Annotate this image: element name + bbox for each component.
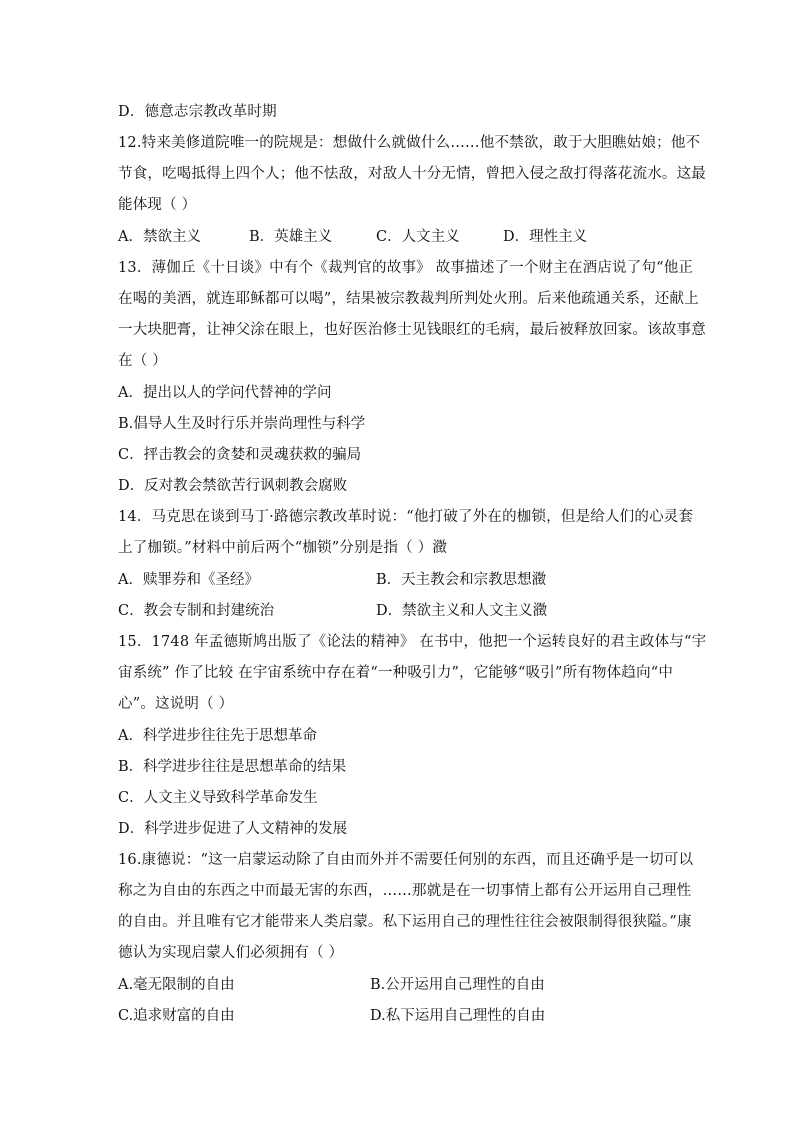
q13-option-c: C．抨击教会的贪婪和灵魂获救的骗局 [118, 447, 362, 463]
q15-stem-line-2: 宙系统” 作了比较 在宇宙系统中存在着“一种吸引力”，它能够“吸引”所有物体趋向“中 [118, 665, 674, 681]
q16-stem-line-1: 16.康德说：“这一启蒙运动除了自由而外并不需要任何别的东西，而且还确乎是一切可以 [118, 852, 694, 868]
q16-stem-line-2: 称之为自由的东西之中而最无害的东西，……那就是在一切事情上都有公开运用自己理性 [118, 883, 692, 899]
q15-stem-line-1: 15．1748 年孟德斯鸠出版了《论法的精神》 在书中，他把一个运转良好的君主政体与“宇 [118, 634, 707, 650]
q14-stem-line-2: 上了枷锁。”材料中前后两个“枷锁”分别是指（ ）瀓 [118, 540, 448, 556]
q16-stem-line-4: 德认为实现启蒙人们必须拥有（ ） [118, 945, 344, 961]
q14-option-b: B．天主教会和宗教思想瀓 [376, 572, 547, 588]
q16-stem-line-3: 的自由。并且唯有它才能带来人类启蒙。私下运用自己的理性往往会被限制得很狭隘。”康 [118, 914, 692, 930]
q14-stem-line-1: 14．马克思在谈到马丁·路德宗教改革时说：“他打破了外在的枷锁，但是给人们的心灵套 [118, 509, 694, 525]
q15-option-a: A．科学进步往往先于思想革命 [118, 728, 317, 744]
q12-stem-line-1: 12.特来美修道院唯一的院规是：想做什么就做什么……他不禁欲，敢于大胆瞧姑娘；他不 [118, 135, 701, 151]
q13-stem-line-4: 在（ ） [118, 353, 167, 369]
q15-option-b: B．科学进步往往是思想革命的结果 [118, 759, 347, 775]
q15-option-d: D．科学进步促进了人文精神的发展 [118, 821, 348, 837]
q12-stem-line-3: 能体现（ ） [118, 197, 197, 213]
q16-option-a: A.毫无限制的自由 [118, 977, 235, 993]
q12-option-c: C．人文主义 [376, 229, 460, 245]
q15-option-c: C．人文主义导致科学革命发生 [118, 790, 318, 806]
q13-option-d: D．反对教会禁欲苦行讽刺教会腐败 [118, 478, 348, 494]
q16-option-b: B.公开运用自己理性的自由 [370, 977, 545, 993]
q13-option-b: B.倡导人生及时行乐并崇尚理性与科学 [118, 416, 366, 432]
q12-option-d: D．理性主义 [503, 229, 588, 245]
q13-stem-line-1: 13．薄伽丘《十日谈》中有个《裁判官的故事》 故事描述了一个财主在酒店说了句“他正 [118, 260, 694, 276]
q14-option-a: A．赎罪券和《圣经》 [118, 572, 259, 588]
q16-option-d: D.私下运用自己理性的自由 [370, 1008, 546, 1024]
q13-stem-line-2: 在喝的美酒，就连耶稣都可以喝”，结果被宗教裁判所判处火刑。后来他疏通关系，还献上 [118, 291, 699, 307]
q12-option-a: A．禁欲主义 [118, 229, 201, 245]
q13-stem-line-3: 一大块肥膏，让神父涂在眼上，也好医治修士见钱眼红的毛病，最后被释放回家。该故事意 [118, 322, 706, 338]
q13-option-a: A．提出以人的学问代替神的学问 [118, 385, 332, 401]
q14-option-d: D．禁欲主义和人文主义瀓 [376, 603, 548, 619]
q12-option-b: B．英雄主义 [249, 229, 333, 245]
q15-stem-line-3: 心”。这说明（ ） [118, 696, 234, 712]
q12-stem-line-2: 节食，吃喝抵得上四个人；他不怯敌，对敌人十分无情，曾把入侵之敌打得落花流水。这最 [118, 166, 706, 182]
q16-option-c: C.追求财富的自由 [118, 1008, 235, 1024]
q11-option-d: D．德意志宗教改革时期 [118, 104, 277, 120]
q14-option-c: C．教会专制和封建统治 [118, 603, 275, 619]
